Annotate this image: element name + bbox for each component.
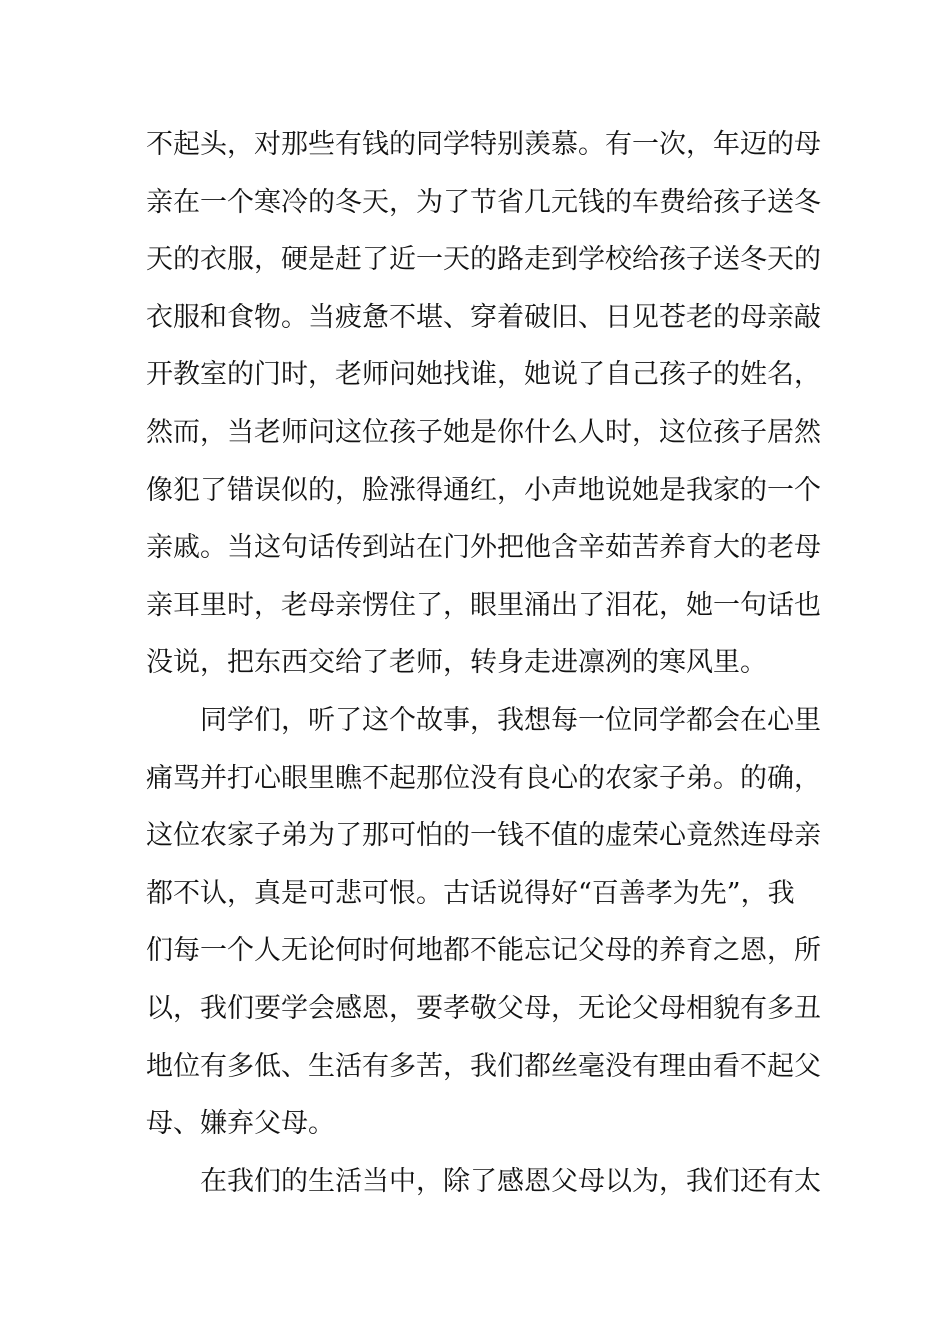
text-line: 天的衣服，硬是赶了近一天的路走到学校给孩子送冬天的 [146,244,821,276]
text-line: 然而，当老师问这位孩子她是你什么人时，这位孩子居然 [146,416,821,448]
text-line: 没说，把东西交给了老师，转身走进凛冽的寒风里。 [146,647,767,679]
text-line: 开教室的门时，老师问她找谁，她说了自己孩子的姓名， [146,359,821,391]
text-line: 同学们，听了这个故事，我想每一位同学都会在心里 [200,704,821,736]
text-line: 不起头，对那些有钱的同学特别羡慕。有一次，年迈的母 [146,129,821,160]
text-line: 亲戚。当这句话传到站在门外把他含辛茹苦养育大的老母 [146,532,821,564]
text-line: 们每一个人无论何时何地都不能忘记父母的养育之恩，所 [146,935,821,967]
text-line: 这位农家子弟为了那可怕的一钱不值的虚荣心竟然连母亲 [146,820,821,852]
text-line: 衣服和食物。当疲惫不堪、穿着破旧、日见苍老的母亲敲 [146,301,821,333]
text-line: 都不认，真是可悲可恨。古话说得好“百善孝为先”，我 [146,877,795,909]
text-line: 像犯了错误似的，脸涨得通红，小声地说她是我家的一个 [146,474,821,506]
text-line: 以，我们要学会感恩，要孝敬父母，无论父母相貌有多丑 [146,992,821,1024]
text-line: 亲耳里时，老母亲愣住了，眼里涌出了泪花，她一句话也 [146,589,821,621]
body-text [146,116,821,1210]
text-line: 亲在一个寒冷的冬天，为了节省几元钱的车费给孩子送冬 [146,186,821,218]
text-line: 母、嫌弃父母。 [146,1108,335,1140]
text-line: 地位有多低、生活有多苦，我们都丝毫没有理由看不起父 [146,1050,821,1082]
text-line: 在我们的生活当中，除了感恩父母以为，我们还有太 [200,1165,821,1197]
text-line: 痛骂并打心眼里瞧不起那位没有良心的农家子弟。的确， [146,762,821,794]
